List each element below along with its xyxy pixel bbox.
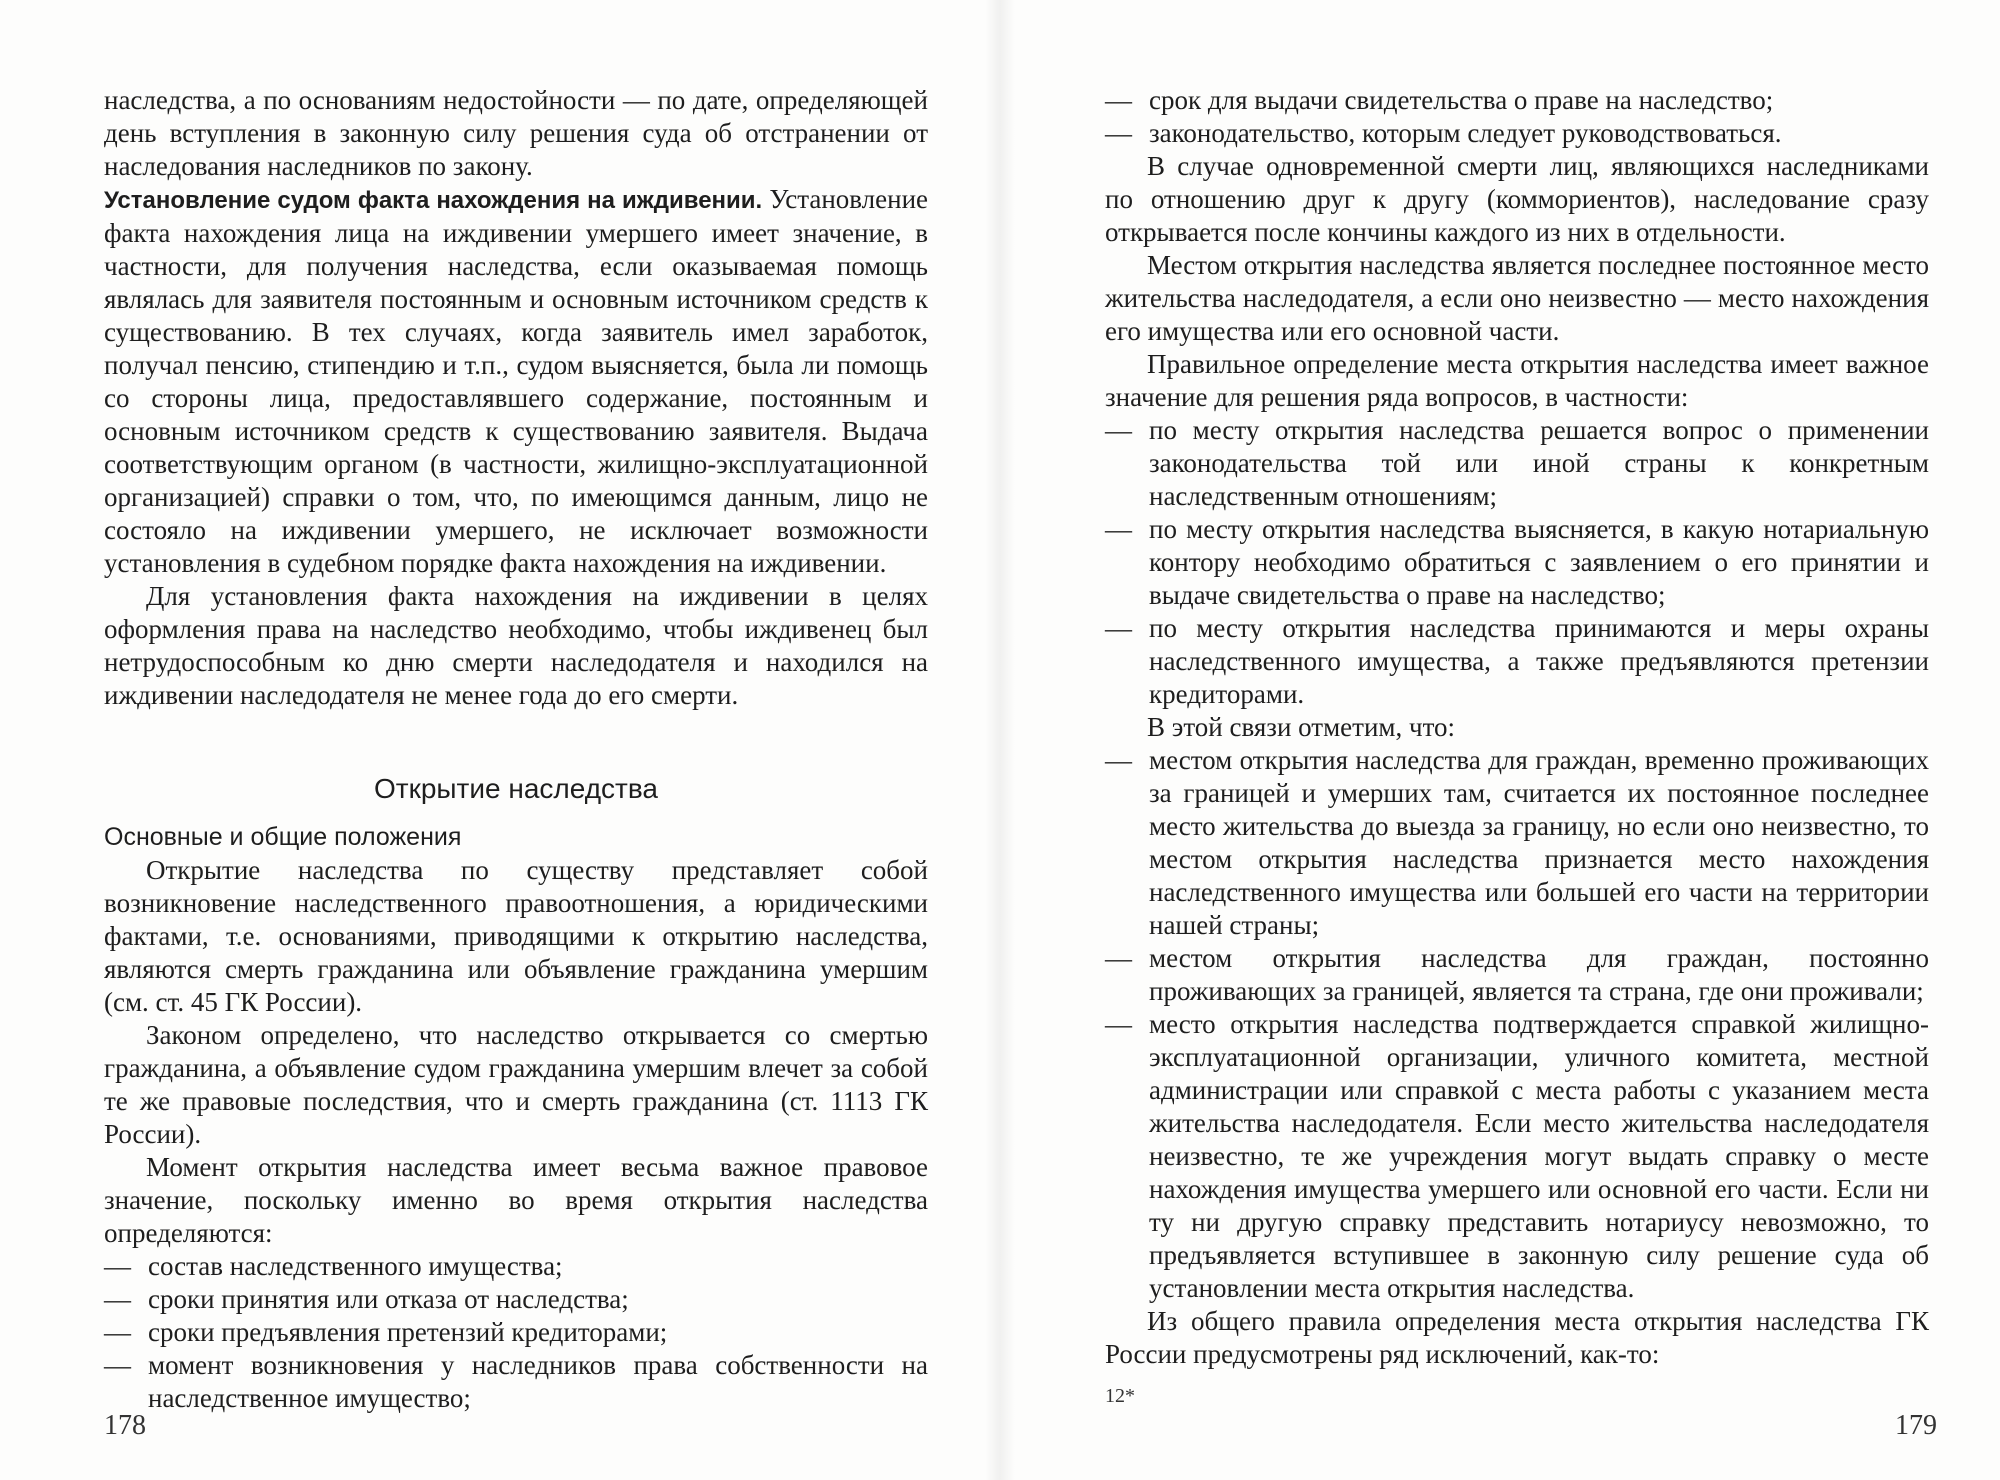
- list-item: — срок для выдачи свидетельства о праве на наследство;: [1105, 84, 1929, 117]
- paragraph: Открытие наследства по существу представляет собой возникновение наследственного правоотношения, а юридическими фактами, т.е. основаниями, приводящими к открытию наследства, являются смерть гражданина или объявление гражданина умершим (см. ст. 45 ГК России).: [104, 855, 928, 1017]
- list-item: — по месту открытия наследства выясняется, в какую нотариальную контору необходимо обратиться с заявлением о его принятии и выдаче свидетельства о праве на наследство;: [1105, 513, 1929, 612]
- page-number: 178: [104, 1410, 146, 1441]
- left-page: [104, 84, 928, 1415]
- paragraph: Законом определено, что наследство открывается со смертью гражданина, а объявление судом гражданина умершим влечет за собой те же правовые последствия, что и смерть гражданина (ст. 1113 ГК России).: [104, 1020, 928, 1149]
- paragraph: [104, 183, 928, 580]
- paragraph: В случае одновременной смерти лиц, являющихся наследниками по отношению друг к другу (коммориентов), наследование сразу открывается после кончины каждого из них в отдельности.: [1105, 151, 1929, 247]
- list-item: — место открытия наследства подтверждается справкой жилищно-эксплуатационной организации, уличного комитета, местной администрации или справкой с места работы с указанием места жительства наследодателя. Если место жительства наследодателя неизвестно, те же учреждения могут выдать справку о месте нахождения имущества умершего или основной его части. Если ни ту ни другую справку представить нотариусу невозможно, то предъявляется вступившее в законную силу решение суда об установлении места открытия наследства.: [1105, 1008, 1929, 1305]
- right-page: [1105, 84, 1929, 1371]
- section-heading: Открытие наследства: [374, 773, 658, 804]
- paragraph-text: Установление факта нахождения лица на иждивении умершего имеет значение, в частности, для получения наследства, если оказываемая помощь являлась для заявителя постоянным и основным источником средств к существованию. В тех случаях, когда заявитель имел заработок, получал пенсию, стипендию и т.п., судом выясняется, была ли помощь со стороны лица, предоставлявшего содержание, постоянным и основным источником средств к существованию заявителя. Выдача соответствующим органом (в частности, жилищно-эксплуатационной организацией) справки о том, что, по имеющимся данным, лицо не состояло на иждивении умершего, не исключает возможности установления в судебном порядке факта нахождения на иждивении.: [104, 184, 928, 578]
- paragraph: Для установления факта нахождения на иждивении в целях оформления права на наследство необходимо, чтобы иждивенец был нетрудоспособным ко дню смерти наследодателя и находился на иждивении наследодателя не менее года до его смерти.: [104, 581, 928, 710]
- signature-mark: 12*: [1105, 1385, 1135, 1407]
- list-item: — законодательство, которым следует руководствоваться.: [1105, 117, 1929, 150]
- list-item: — сроки предъявления претензий кредиторами;: [104, 1316, 928, 1349]
- paragraph: Местом открытия наследства является последнее постоянное место жительства наследодателя, а если оно неизвестно — место нахождения его имущества или его основной части.: [1105, 250, 1929, 346]
- run-in-heading: Установление судом факта нахождения на иждивении.: [104, 187, 763, 214]
- paragraph: Момент открытия наследства имеет весьма важное правовое значение, поскольку именно во время открытия наследства определяются:: [104, 1152, 928, 1248]
- subsection-heading: Основные и общие положения: [104, 823, 462, 851]
- list-item: — местом открытия наследства для граждан, временно проживающих за границей и умерших там, считается их постоянное последнее место жительства до выезда за границу, но если оно неизвестно, то местом открытия наследства признается место нахождения наследственного имущества или большей его части на территории нашей страны;: [1105, 744, 1929, 942]
- list-item: — сроки принятия или отказа от наследства;: [104, 1283, 928, 1316]
- page-number: 179: [1895, 1410, 1937, 1441]
- paragraph: наследства, а по основаниям недостойности — по дате, определяющей день вступления в законную силу решения суда об отстранении от наследования наследников по закону.: [104, 85, 928, 181]
- list-item: — момент возникновения у наследников права собственности на наследственное имущество;: [104, 1349, 928, 1415]
- paragraph: Правильное определение места открытия наследства имеет важное значение для решения ряда вопросов, в частности:: [1105, 349, 1929, 412]
- list-item: — по месту открытия наследства решается вопрос о применении законодательства той или иной страны к конкретным наследственным отношениям;: [1105, 414, 1929, 513]
- paragraph: В этой связи отметим, что:: [1147, 712, 1456, 742]
- list-item: — по месту открытия наследства принимаются и меры охраны наследственного имущества, а также предъявляются претензии кредиторами.: [1105, 612, 1929, 711]
- list-item: — местом открытия наследства для граждан, постоянно проживающих за границей, является та страна, где они проживали;: [1105, 942, 1929, 1008]
- paragraph: Из общего правила определения места открытия наследства ГК России предусмотрены ряд исключений, как-то:: [1105, 1306, 1929, 1369]
- book-gutter: [985, 0, 1015, 1480]
- list-item: — состав наследственного имущества;: [104, 1250, 928, 1283]
